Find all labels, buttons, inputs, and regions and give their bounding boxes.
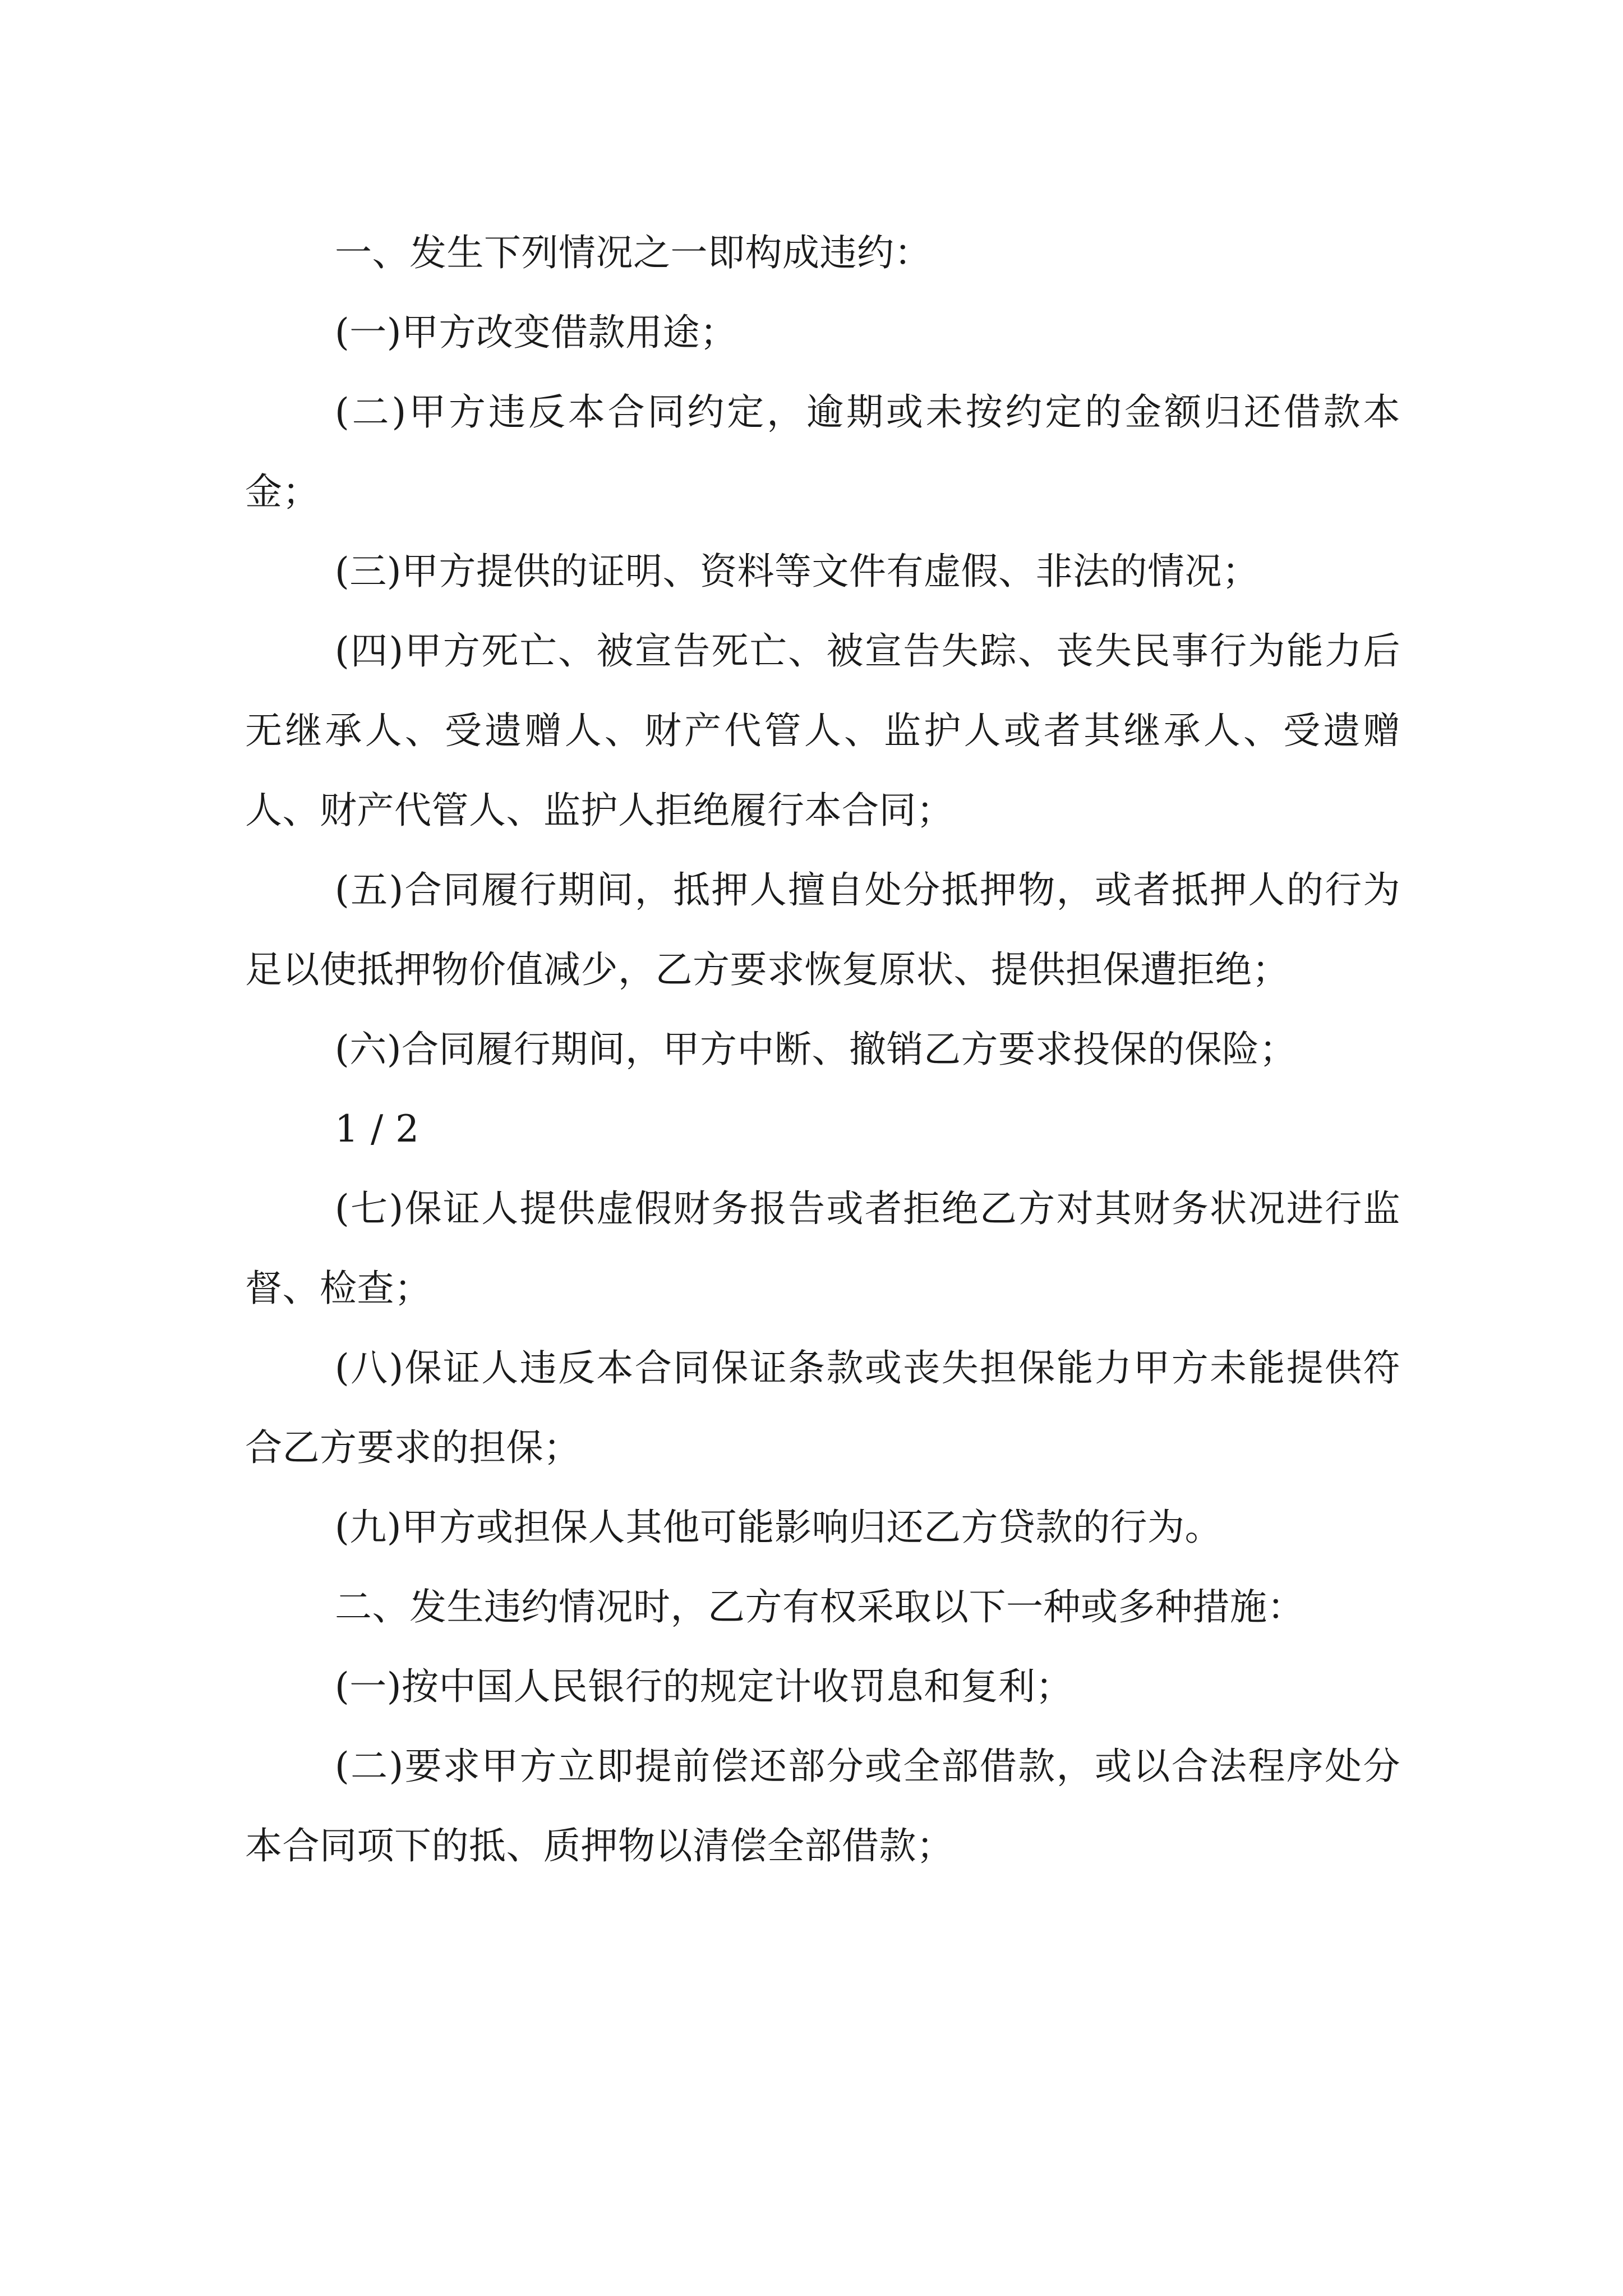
clause-1-item-8: (八)保证人违反本合同保证条款或丧失担保能力甲方未能提供符合乙方要求的担保； [245, 1346, 1400, 1469]
clause-2-heading: 二、发生违约情况时，乙方有权采取以下一种或多种措施： [335, 1585, 1304, 1628]
clause-1-item-2: (二)甲方违反本合同约定，逾期或未按约定的金额归还借款本金； [245, 390, 1400, 513]
clause-1-item-9: (九)甲方或担保人其他可能影响归还乙方贷款的行为。 [335, 1506, 1222, 1549]
clause-1-item-4: (四)甲方死亡、被宣告死亡、被宣告失踪、丧失民事行为能力后无继承人、受遗赠人、财产代管人、监护人或者其继承人、受遗赠人、财产代管人、监护人拒绝履行本合同； [245, 629, 1400, 832]
clause-1-heading: 一、发生下列情况之一即构成违约： [335, 231, 932, 274]
clause-1-item-5: (五)合同履行期间，抵押人擅自处分抵押物，或者抵押人的行为足以使抵押物价值减少，乙方要求恢复原状、提供担保遭拒绝； [245, 868, 1400, 991]
document-body [245, 213, 1400, 1886]
clause-1-item-1: (一)甲方改变借款用途； [335, 311, 737, 354]
clause-2-item-2: (二)要求甲方立即提前偿还部分或全部借款，或以合法程序处分本合同项下的抵、质押物以清偿全部借款； [245, 1745, 1400, 1867]
clause-2-item-1: (一)按中国人民银行的规定计收罚息和复利； [335, 1665, 1073, 1708]
clause-1-item-6: (六)合同履行期间，甲方中断、撤销乙方要求投保的保险； [335, 1028, 1297, 1071]
clause-1-item-3: (三)甲方提供的证明、资料等文件有虚假、非法的情况； [335, 550, 1260, 593]
page-number: 1 / 2 [335, 1107, 419, 1151]
clause-1-item-7: (七)保证人提供虚假财务报告或者拒绝乙方对其财务状况进行监督、检查； [245, 1187, 1400, 1310]
